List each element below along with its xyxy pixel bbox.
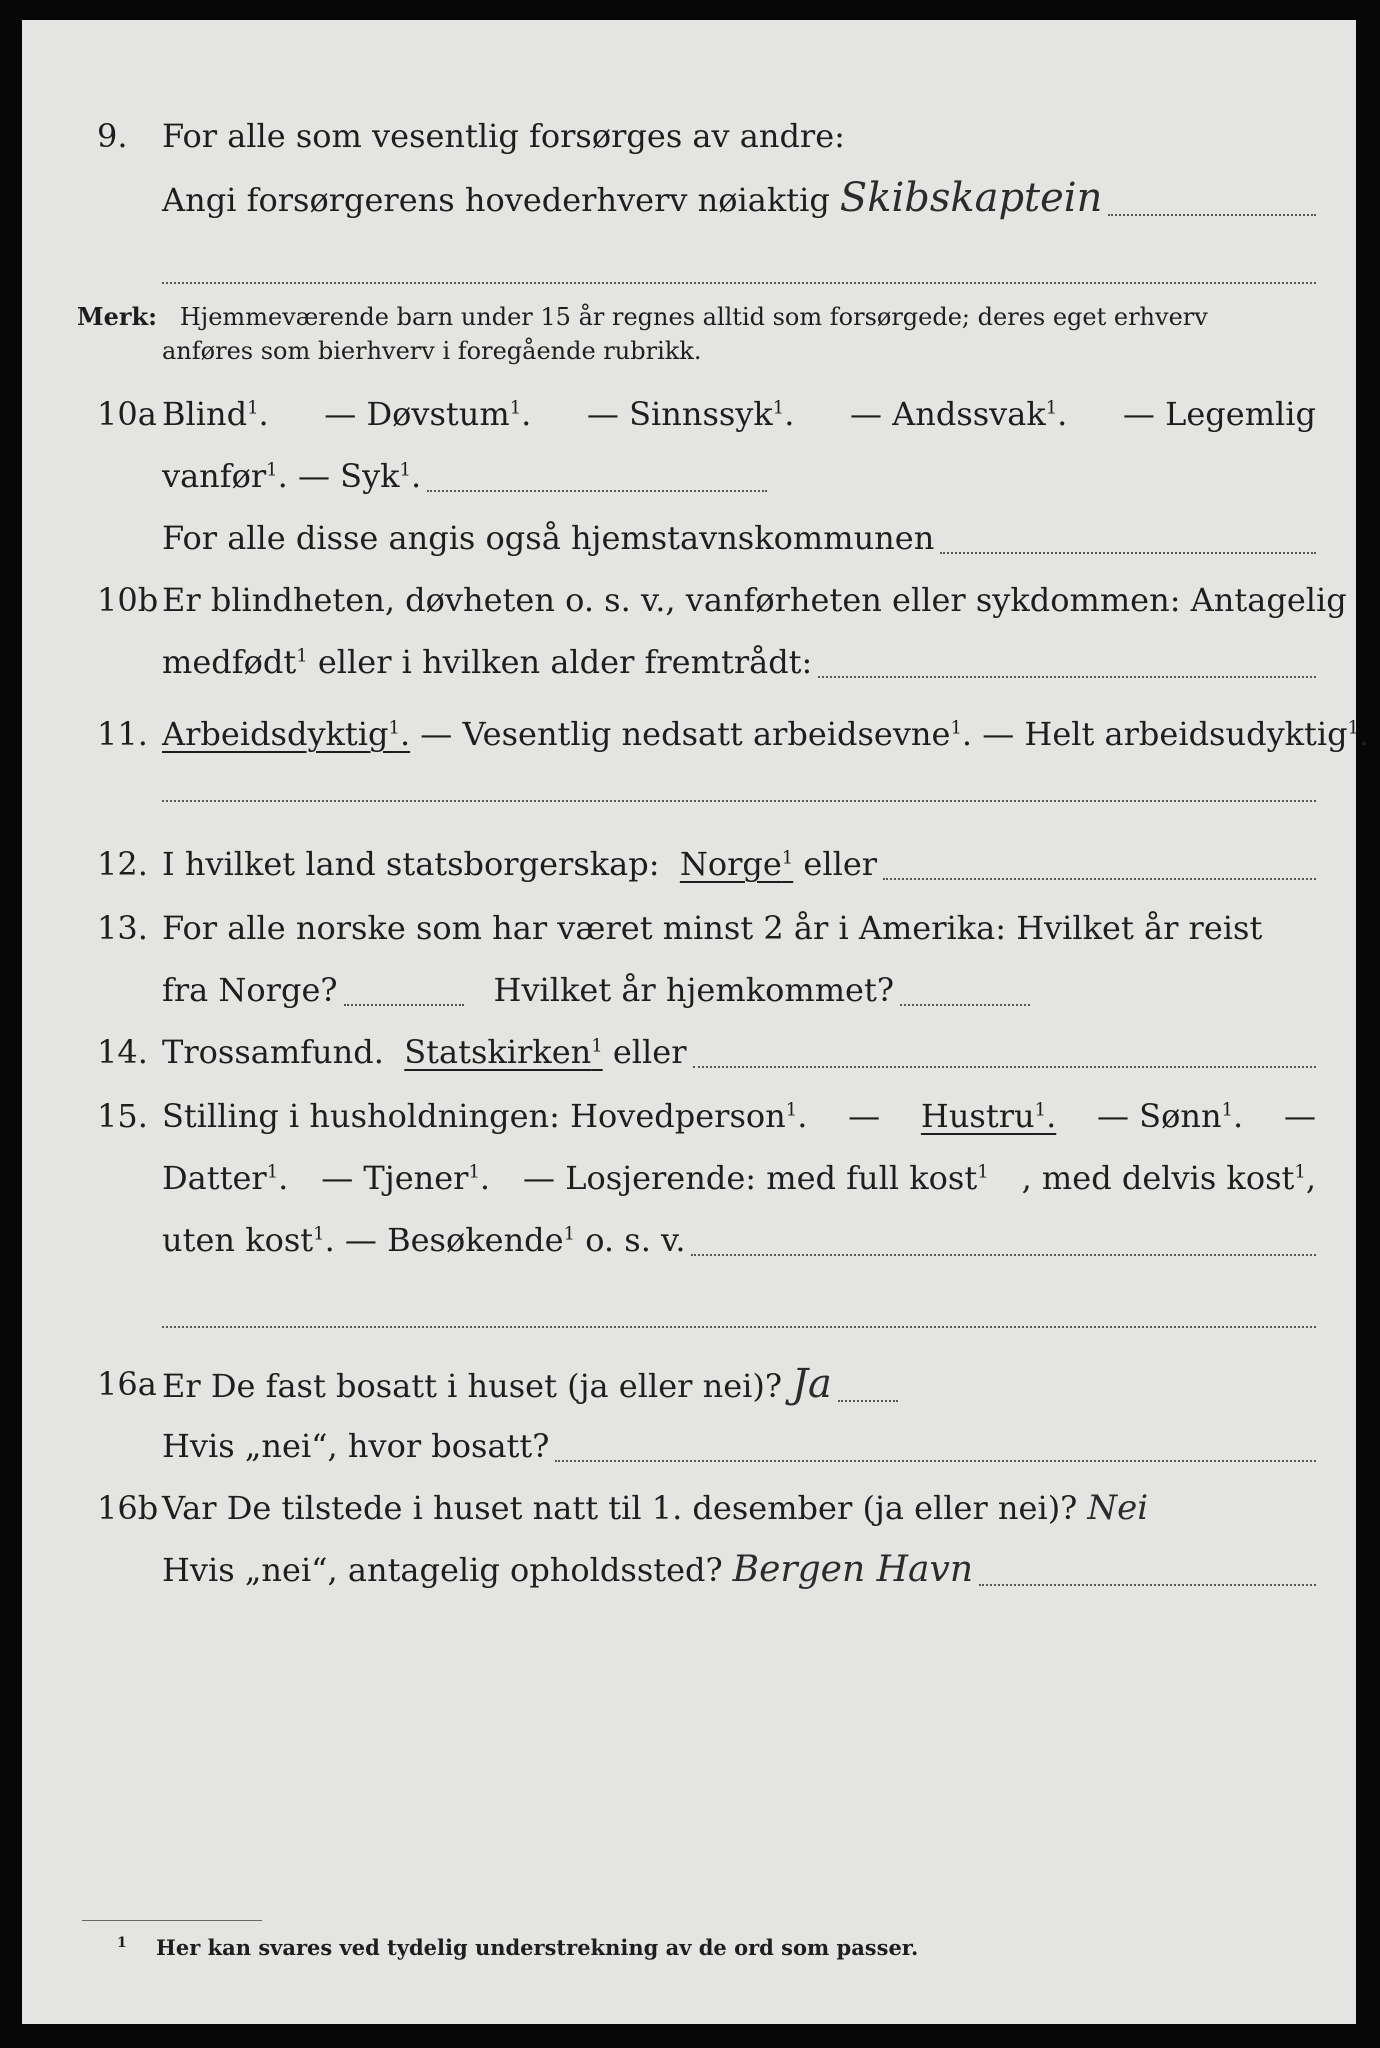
option-hustru[interactable]: Hustru$^1$. (920, 1097, 1057, 1135)
question-15-line-3: uten kost$^1$. — Besøkende$^1$ o. s. v. (22, 1212, 1356, 1268)
question-16a-line-2 (22, 1418, 1356, 1474)
question-text: Er blindheten, døvheten o. s. v., vanførheten eller sykdommen: Antagelig (162, 581, 1347, 619)
answer-line (1108, 214, 1316, 216)
question-number: 11. (97, 715, 148, 753)
option-syk[interactable]: — Syk$^1$. (297, 457, 422, 495)
option-udyktig[interactable]: — Helt arbeidsudyktig$^1$. (982, 715, 1370, 753)
question-text: For alle norske som har været minst 2 år i Amerika: Hvilket år reist (162, 909, 1263, 947)
question-number: 16a (97, 1365, 157, 1403)
question-number: 15. (97, 1097, 148, 1135)
footnote-mark: 1 (117, 1935, 127, 1951)
answer-line (979, 1584, 1316, 1586)
question-16a (22, 1356, 1356, 1412)
question-text: Hvis „nei“, antagelig opholdssted? (162, 1551, 723, 1589)
handwritten-answer[interactable]: Skibskaptein (839, 175, 1103, 221)
question-14 (22, 1024, 1356, 1080)
question-9-line-2 (22, 170, 1356, 226)
answer-line (555, 1460, 1316, 1462)
question-13 (22, 900, 1356, 956)
answer-line (427, 490, 767, 492)
answer-line (162, 282, 1316, 284)
footnote-text: Her kan svares ved tydelig understrekning av de ord som passer. (156, 1935, 919, 1960)
handwritten-answer[interactable]: Bergen Havn (732, 1549, 973, 1590)
option-sonn[interactable]: — Sønn$^1$. (1097, 1097, 1244, 1135)
note-label: Merk: (77, 302, 157, 331)
footnote (117, 1935, 918, 1960)
question-text: For alle som vesentlig forsørges av andre: (162, 117, 845, 155)
answer-line (883, 878, 1316, 880)
question-number: 9. (97, 117, 128, 155)
option-vanfor[interactable]: vanfør$^1$. (162, 457, 288, 495)
question-10b-line-2 (22, 634, 1356, 690)
question-number: 10a (97, 395, 157, 433)
question-number: 13. (97, 909, 148, 947)
answer-line (691, 1254, 1316, 1256)
option-andssvak[interactable]: — Andssvak$^1$. (849, 395, 1068, 433)
question-10b (22, 572, 1356, 628)
option-datter[interactable]: Datter$^1$. (162, 1159, 289, 1197)
question-text: Hvis „nei“, hvor bosatt? (162, 1427, 550, 1465)
answer-line (162, 800, 1316, 802)
answer-line (693, 1066, 1317, 1068)
option-arbeidsdyktig[interactable]: Arbeidsdyktig$^1$. (162, 715, 411, 753)
question-15: 15. Stilling i husholdningen: Hovedperson$^1$. — Hustru$^1$. — Sønn$^1$. — (22, 1088, 1356, 1144)
question-text: fra Norge? (162, 971, 338, 1009)
handwritten-answer[interactable]: Nei (1087, 1488, 1149, 1528)
question-text: eller i hvilken alder fremtrådt: (317, 643, 813, 681)
question-15-line-2 (22, 1150, 1356, 1206)
question-text: Var De tilstede i huset natt til 1. desember (ja eller nei)? (162, 1489, 1078, 1527)
option-sinnssyk[interactable]: — Sinnssyk$^1$. (586, 395, 795, 433)
option-eller: eller (803, 845, 878, 883)
answer-line (838, 1400, 898, 1402)
question-text: Angi forsørgerens hovederhverv nøiaktig (162, 181, 830, 219)
note (77, 300, 1317, 368)
question-13-line-2 (22, 962, 1356, 1018)
option-besokende[interactable]: — Besøkende$^1$ (344, 1221, 576, 1259)
option-tjener[interactable]: — Tjener$^1$. (321, 1159, 491, 1197)
census-form-page (22, 20, 1370, 2024)
answer-line (900, 1004, 1030, 1006)
option-legemlig[interactable]: — Legemlig (1122, 395, 1316, 433)
note-text: Hjemmeværende barn under 15 år regnes alltid som forsørgede; deres eget erhverv (179, 303, 1208, 331)
option-medfodt[interactable]: medfødt$^1$ (162, 643, 308, 681)
option-dovstum[interactable]: — Døvstum$^1$. (324, 395, 532, 433)
option-norge[interactable]: Norge$^1$ (679, 845, 794, 883)
question-text: I hvilket land statsborgerskap: (162, 845, 660, 883)
question-number: 10b (97, 581, 159, 619)
question-16b (22, 1480, 1356, 1536)
question-10a-line-2 (22, 448, 1356, 504)
question-text: For alle disse angis også hjemstavnskommunen (162, 519, 935, 557)
option-delvis-kost[interactable]: , med delvis kost$^1$, (1021, 1159, 1316, 1197)
question-11 (22, 706, 1370, 762)
question-text: Trossamfund. (162, 1033, 384, 1071)
option-uten-kost[interactable]: uten kost$^1$. (162, 1221, 335, 1259)
answer-line (162, 1326, 1316, 1328)
question-10a (22, 386, 1356, 442)
question-number: 12. (97, 845, 148, 883)
option-nedsatt[interactable]: — Vesentlig nedsatt arbeidsevne$^1$. (420, 715, 973, 753)
question-text: Hvilket år hjemkommet? (493, 971, 894, 1009)
footnote-rule (82, 1920, 262, 1921)
note-text: anføres som bierhverv i foregående rubrikk. (162, 337, 702, 365)
answer-line (940, 552, 1316, 554)
answer-line (818, 676, 1316, 678)
question-number: 14. (97, 1033, 148, 1071)
question-10a-line-3 (22, 510, 1356, 566)
handwritten-answer[interactable]: Ja (792, 1361, 832, 1407)
question-16b-line-2 (22, 1542, 1356, 1598)
option-statskirken[interactable]: Statskirken$^1$ (404, 1033, 603, 1071)
question-text: Er De fast bosatt i huset (ja eller nei)? (162, 1367, 783, 1405)
option-hovedperson[interactable]: Stilling i husholdningen: Hovedperson$^1$. (162, 1097, 808, 1135)
question-number: 16b (97, 1489, 159, 1527)
question-9 (22, 108, 1356, 164)
option-blind[interactable]: Blind$^1$. (162, 395, 269, 433)
question-12 (22, 836, 1356, 892)
answer-line (344, 1004, 464, 1006)
option-full-kost[interactable]: — Losjerende: med full kost$^1$ (523, 1159, 989, 1197)
option-eller: eller (612, 1033, 687, 1071)
